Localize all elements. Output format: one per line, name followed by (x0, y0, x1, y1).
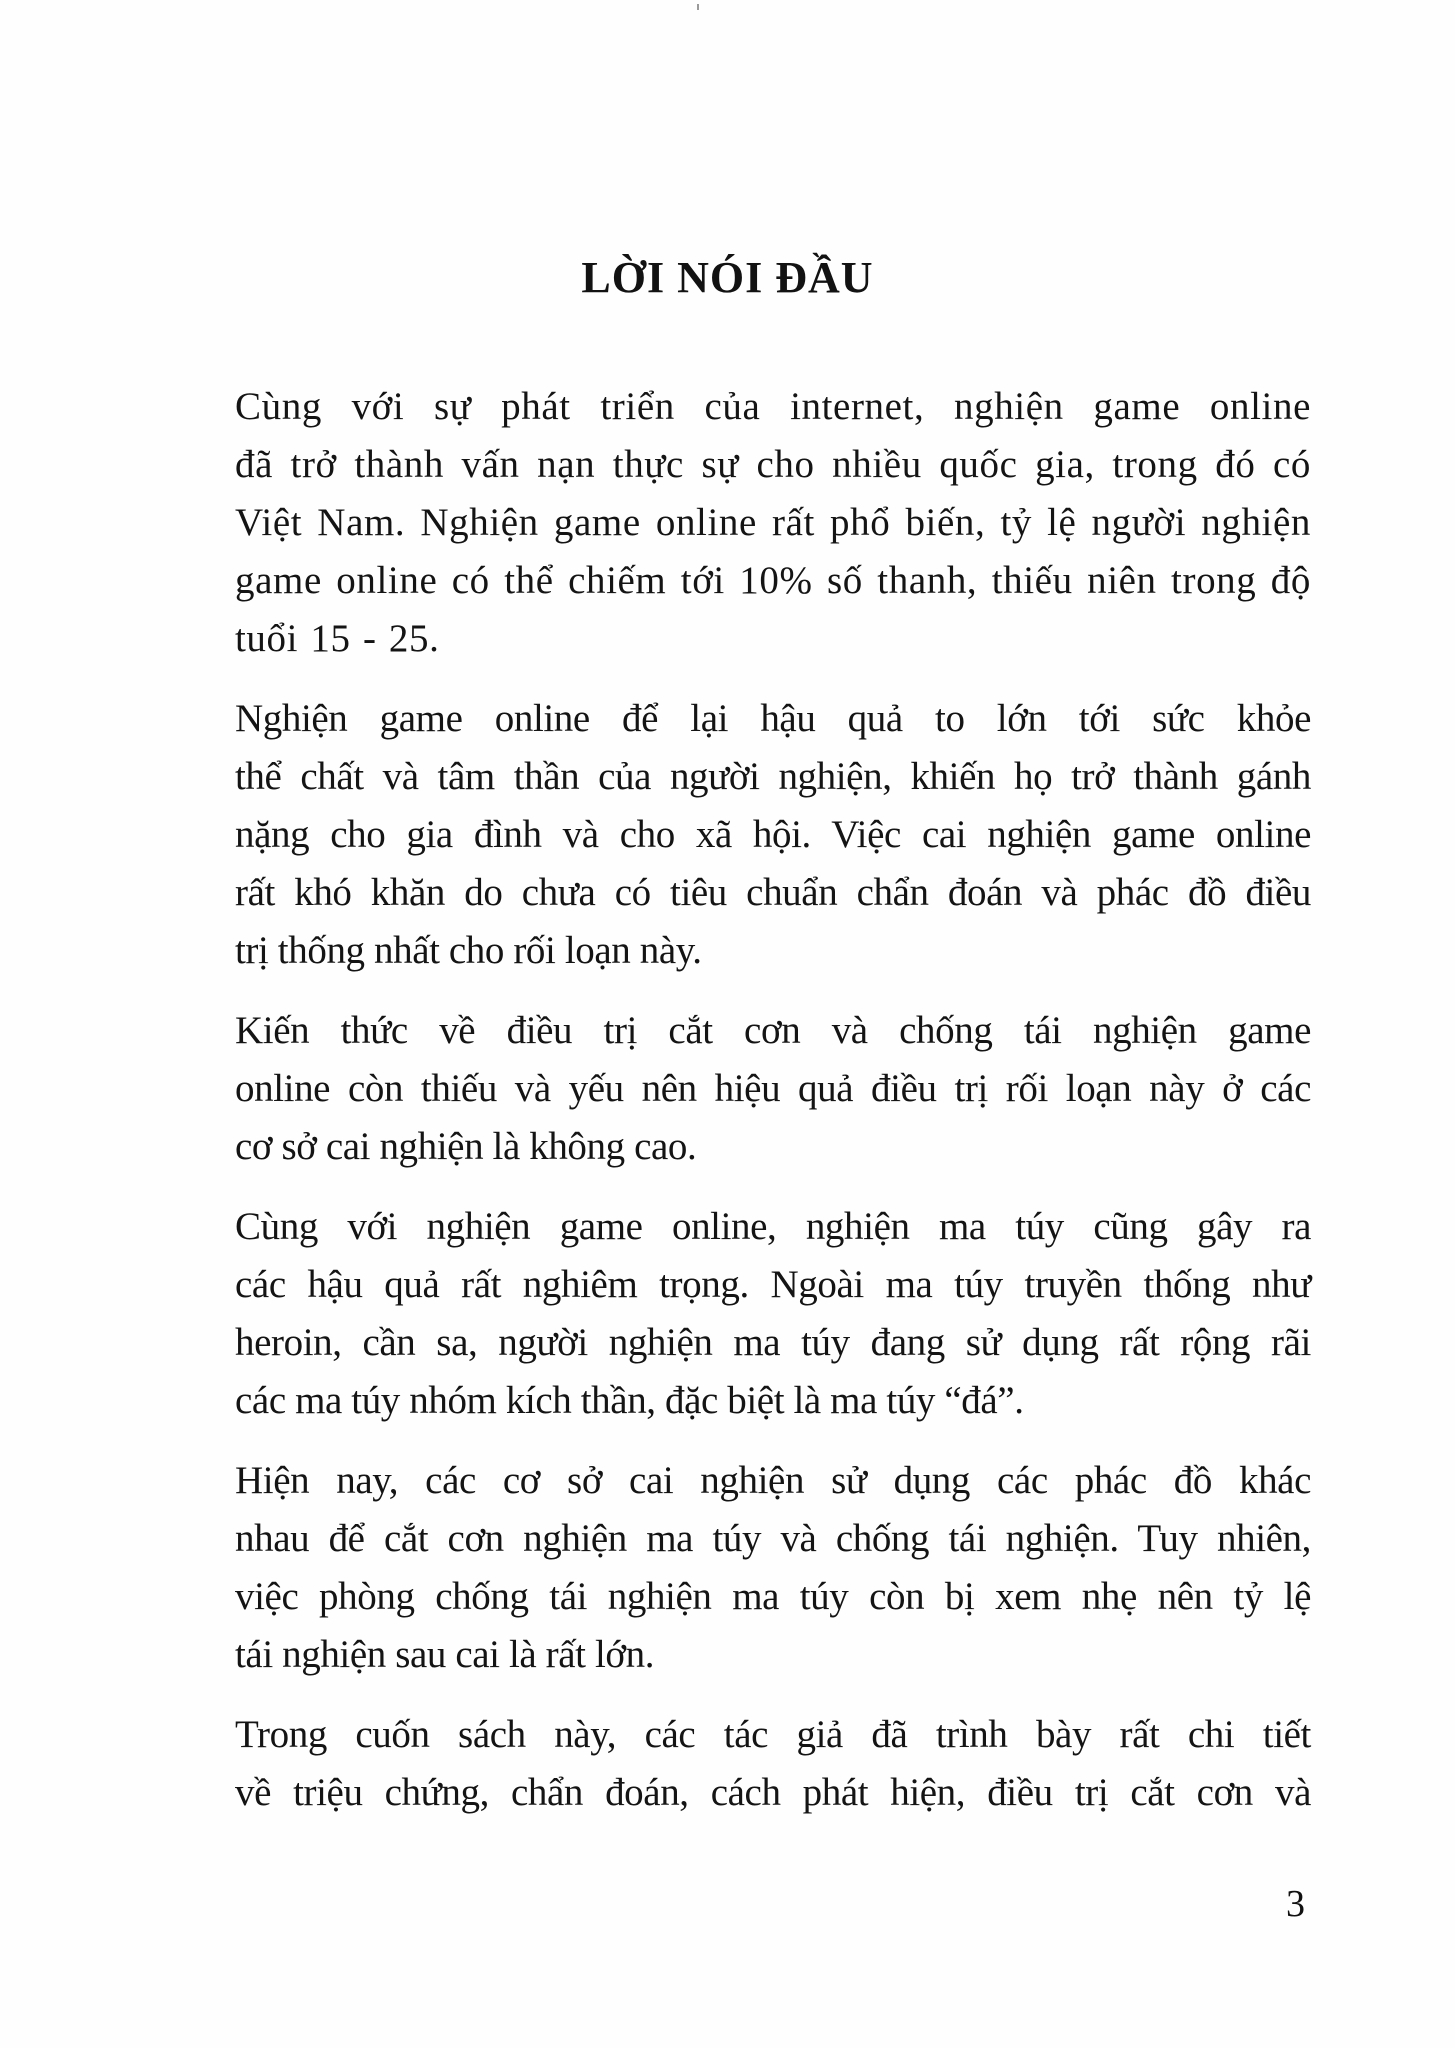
paragraph-line: game online có thể chiếm tới 10% số thanh, thiếu niên trong độ (235, 559, 1311, 602)
paragraph-line: cơ sở cai nghiện là không cao. (235, 1125, 697, 1168)
paragraph-line: rất khó khăn do chưa có tiêu chuẩn chẩn đoán và phác đồ điều (235, 871, 1311, 914)
paragraph-1 (163, 378, 1311, 668)
paragraph-6 (163, 1706, 1311, 1822)
scan-artifact (697, 4, 699, 10)
paragraph-line: trị thống nhất cho rối loạn này. (235, 929, 702, 972)
paragraph-line: Việt Nam. Nghiện game online rất phổ biến, tỷ lệ người nghiện (235, 501, 1311, 544)
paragraph-line: nhau để cắt cơn nghiện ma túy và chống tái nghiện. Tuy nhiên, (235, 1517, 1311, 1560)
paragraph-line: các ma túy nhóm kích thần, đặc biệt là ma túy “đá”. (235, 1379, 1024, 1422)
paragraph-line: heroin, cần sa, người nghiện ma túy đang sử dụng rất rộng rãi (235, 1321, 1311, 1364)
paragraph-2 (163, 690, 1311, 980)
paragraph-line: về triệu chứng, chẩn đoán, cách phát hiện, điều trị cắt cơn và (235, 1771, 1311, 1814)
paragraph-line: đã trở thành vấn nạn thực sự cho nhiều quốc gia, trong đó có (235, 443, 1311, 486)
paragraph-line: Hiện nay, các cơ sở cai nghiện sử dụng các phác đồ khác (235, 1459, 1311, 1502)
paragraph-line: Kiến thức về điều trị cắt cơn và chống tái nghiện game (235, 1009, 1311, 1052)
page-title: LỜI NÓI ĐẦU (581, 253, 874, 302)
paragraph-line: tái nghiện sau cai là rất lớn. (235, 1633, 655, 1676)
paragraph-line: việc phòng chống tái nghiện ma túy còn bị xem nhẹ nên tỷ lệ (235, 1575, 1311, 1618)
preface-body (163, 378, 1311, 1844)
paragraph-line: các hậu quả rất nghiêm trọng. Ngoài ma túy truyền thống như (235, 1263, 1311, 1306)
page-number: 3 (1286, 1883, 1305, 1925)
paragraph-5 (163, 1452, 1311, 1684)
paragraph-line: nặng cho gia đình và cho xã hội. Việc cai nghiện game online (235, 813, 1311, 856)
paragraph-line: thể chất và tâm thần của người nghiện, khiến họ trở thành gánh (235, 755, 1311, 798)
paragraph-line: Trong cuốn sách này, các tác giả đã trình bày rất chi tiết (235, 1713, 1311, 1756)
paragraph-line: tuổi 15 - 25. (235, 617, 440, 660)
paragraph-3 (163, 1002, 1311, 1176)
paragraph-line: online còn thiếu và yếu nên hiệu quả điều trị rối loạn này ở các (235, 1067, 1311, 1110)
paragraph-line: Cùng với nghiện game online, nghiện ma túy cũng gây ra (235, 1205, 1311, 1248)
paragraph-4 (163, 1198, 1311, 1430)
paragraph-line: Nghiện game online để lại hậu quả to lớn tới sức khỏe (235, 697, 1311, 740)
paragraph-line: Cùng với sự phát triển của internet, nghiện game online (235, 385, 1311, 428)
